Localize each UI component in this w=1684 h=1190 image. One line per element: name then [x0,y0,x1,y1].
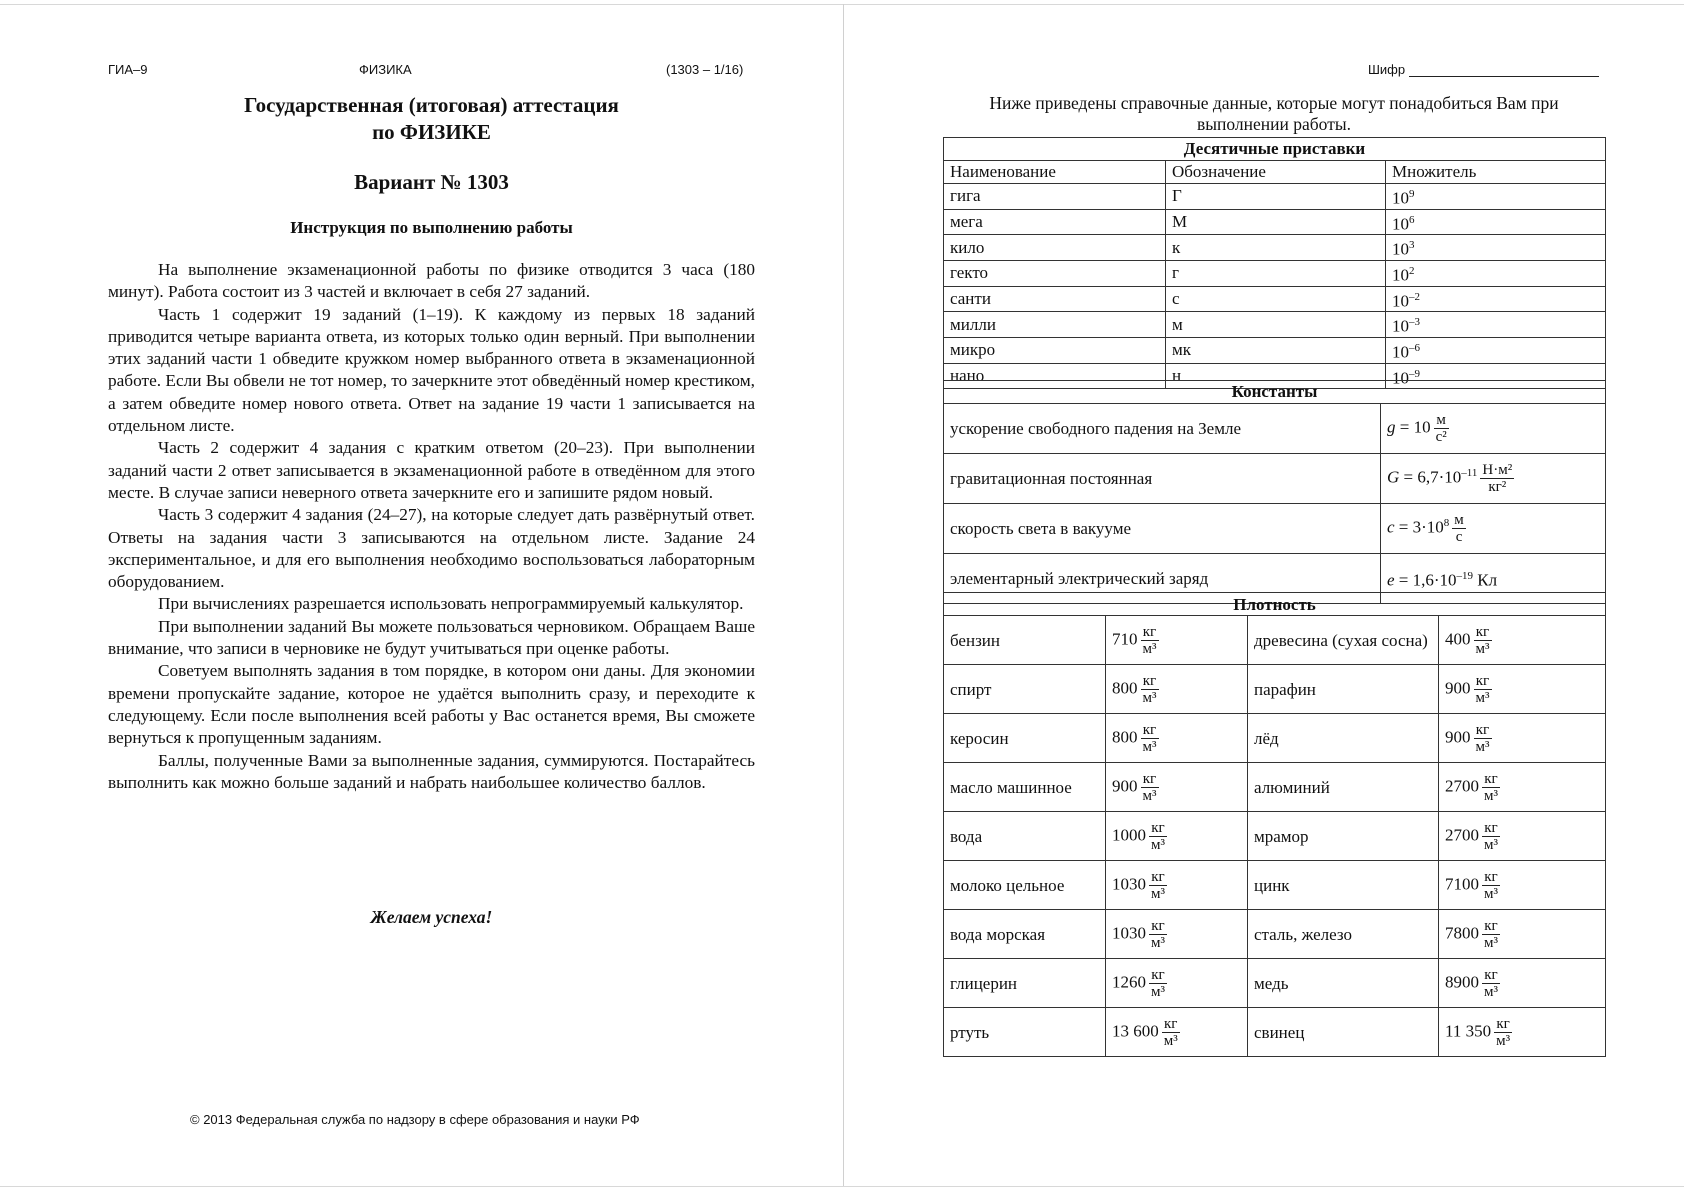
prefix-symbol: м [1166,312,1386,338]
density-value [1439,861,1606,910]
prefix-multiplier [1386,260,1606,286]
density-number: 710 [1112,628,1138,648]
instructions-body [108,259,755,794]
unit-numerator: кг [1482,820,1500,837]
bottom-border [0,1186,1684,1187]
density-row [944,861,1606,910]
unit-denominator: м³ [1151,934,1165,951]
density-number: 2700 [1445,775,1479,795]
substance-name: ртуть [944,1008,1106,1057]
density-row [944,812,1606,861]
unit-fraction [1482,869,1500,902]
constant-number: = 1,6·10 [1394,570,1457,590]
density-number: 800 [1112,677,1138,697]
unit-numerator: кг [1474,673,1492,690]
unit-denominator: м³ [1142,738,1157,755]
prefix-symbol: Г [1166,184,1386,210]
unit-numerator: кг [1162,1016,1180,1033]
prefix-row [944,337,1606,363]
prefix-symbol: г [1166,260,1386,286]
density-number: 900 [1445,677,1471,697]
prefix-name: мега [944,209,1166,235]
page-title [108,92,755,146]
prefix-multiplier [1386,337,1606,363]
density-value [1106,861,1248,910]
unit-fraction [1149,967,1167,1000]
substance-name: алюминий [1248,763,1439,812]
prefix-name: гекто [944,260,1166,286]
substance-name: вода [944,812,1106,861]
prefixes-table [943,137,1606,389]
density-number: 1030 [1112,922,1146,942]
density-value [1106,616,1248,665]
density-value [1439,1008,1606,1057]
unit-denominator: м³ [1484,983,1498,1000]
unit-numerator: кг [1482,771,1500,788]
constant-exponent: –19 [1456,570,1474,583]
prefix-multiplier [1386,184,1606,210]
density-row [944,959,1606,1008]
copyright-footer: © 2013 Федеральная служба по надзору в сфере образования и науки РФ [190,1112,640,1127]
density-title: Плотность [944,593,1606,616]
constant-row [944,404,1606,454]
substance-name: спирт [944,665,1106,714]
density-number: 1030 [1112,873,1146,893]
substance-name: древесина (сухая сосна) [1248,616,1439,665]
density-value [1439,812,1606,861]
unit-denominator: м³ [1475,738,1490,755]
paragraph: При выполнении заданий Вы можете пользоваться черновиком. Обращаем Ваше внимание, что записи в черновике не будут учитываться при оценке работы. [108,616,755,659]
unit-fraction [1149,869,1167,902]
cipher-label: Шифр [1368,62,1406,77]
paragraph: Советуем выполнять задания в том порядке, в котором они даны. Для экономии времени пропускайте задание, которое не удаётся выполнить сразу, и переходите к следующему. Если после выполнения всей работы у Вас останется время, Вы сможете вернуться к пропущенным заданиям. [108,661,755,748]
header-subject: ФИЗИКА [359,62,412,77]
constant-symbol: g [1387,417,1396,437]
prefix-symbol: М [1166,209,1386,235]
density-number: 13 600 [1112,1020,1159,1040]
multiplier-exponent: –6 [1409,341,1420,354]
unit-numerator: кг [1482,869,1500,886]
density-number: 1260 [1112,971,1146,991]
constant-value [1381,404,1606,454]
substance-name: мрамор [1248,812,1439,861]
unit-numerator: кг [1474,722,1492,739]
unit-numerator: кг [1149,820,1167,837]
substance-name: цинк [1248,861,1439,910]
substance-name: медь [1248,959,1439,1008]
unit-denominator: м³ [1496,1032,1511,1049]
unit-denominator: м³ [1142,640,1157,657]
unit-denominator: м³ [1142,787,1157,804]
prefix-name: кило [944,235,1166,261]
unit-denominator: м³ [1484,836,1498,853]
constant-value [1381,454,1606,504]
constant-name: ускорение свободного падения на Земле [944,404,1381,454]
substance-name: масло машинное [944,763,1106,812]
unit-fraction [1149,820,1167,853]
unit-numerator: кг [1149,967,1167,984]
density-value [1106,714,1248,763]
unit-fraction [1482,771,1500,804]
multiplier-base: 10 [1392,188,1409,208]
unit-fraction [1482,967,1500,1000]
unit-fraction [1482,820,1500,853]
constant-number: = 6,7·10 [1399,467,1462,487]
density-value [1439,665,1606,714]
unit-numerator: кг [1141,771,1159,788]
unit-numerator: кг [1474,624,1492,641]
unit-numerator: м [1434,412,1449,429]
constant-row [944,454,1606,504]
substance-name: сталь, железо [1248,910,1439,959]
density-value [1439,910,1606,959]
prefix-name: санти [944,286,1166,312]
unit-denominator: м³ [1484,934,1498,951]
multiplier-base: 10 [1392,291,1409,311]
constant-exponent: –11 [1461,466,1478,479]
constant-exponent: 8 [1443,516,1450,529]
constant-symbol: e [1387,570,1395,590]
density-number: 1000 [1112,824,1146,844]
constants-table [943,380,1606,604]
prefix-name: нано [944,363,1166,389]
multiplier-base: 10 [1392,342,1409,362]
unit-denominator: м³ [1163,1032,1178,1049]
header-page-number: (1303 – 1/16) [666,62,744,77]
cipher-field [1368,62,1599,77]
density-value [1106,910,1248,959]
substance-name: бензин [944,616,1106,665]
density-value [1106,665,1248,714]
unit-denominator: м³ [1484,885,1498,902]
unit-fraction [1474,673,1492,706]
constant-name: скорость света в вакууме [944,504,1381,554]
title-line-2: по ФИЗИКЕ [372,120,491,144]
unit-fraction [1494,1016,1512,1049]
unit-fraction [1141,624,1159,657]
density-number: 900 [1112,775,1138,795]
density-number: 800 [1112,726,1138,746]
density-value [1106,959,1248,1008]
column-header: Наименование [944,161,1166,184]
substance-name: молоко цельное [944,861,1106,910]
density-value [1439,714,1606,763]
substance-name: вода морская [944,910,1106,959]
constant-symbol: c [1387,517,1395,537]
density-row [944,714,1606,763]
constant-unit: Кл [1473,570,1498,590]
substance-name: керосин [944,714,1106,763]
cipher-blank-line [1409,63,1599,77]
reference-intro: Ниже приведены справочные данные, которые могут понадобиться Вам при выполнении работы. [989,93,1559,134]
unit-fraction [1434,412,1449,445]
density-value [1106,763,1248,812]
title-line-1: Государственная (итоговая) аттестация [244,93,619,117]
prefix-multiplier [1386,286,1606,312]
constant-name: гравитационная постоянная [944,454,1381,504]
unit-denominator: м³ [1151,836,1165,853]
unit-numerator: кг [1141,722,1159,739]
unit-fraction [1149,918,1167,951]
prefix-name: микро [944,337,1166,363]
constant-row [944,504,1606,554]
unit-numerator: кг [1482,967,1500,984]
unit-denominator: м³ [1484,787,1498,804]
unit-fraction [1162,1016,1180,1049]
unit-fraction [1482,918,1500,951]
prefix-row [944,286,1606,312]
multiplier-exponent: 6 [1409,213,1415,226]
unit-denominator: м³ [1142,689,1157,706]
prefix-name: милли [944,312,1166,338]
density-row [944,910,1606,959]
density-number: 900 [1445,726,1471,746]
constant-number: = 3·10 [1394,517,1444,537]
density-value [1106,812,1248,861]
density-row [944,665,1606,714]
unit-denominator: м³ [1475,640,1490,657]
unit-numerator: кг [1141,673,1159,690]
prefix-symbol: с [1166,286,1386,312]
prefix-row [944,312,1606,338]
unit-denominator: м³ [1475,689,1490,706]
density-value [1106,1008,1248,1057]
unit-numerator: кг [1149,918,1167,935]
constants-title: Константы [944,381,1606,404]
unit-fraction [1452,512,1466,545]
density-row [944,1008,1606,1057]
constant-value [1381,504,1606,554]
density-number: 7800 [1445,922,1479,942]
prefix-multiplier [1386,209,1606,235]
multiplier-base: 10 [1392,214,1409,234]
paragraph: Баллы, полученные Вами за выполненные задания, суммируются. Постарайтесь выполнить как можно больше заданий и набрать наибольшее количество баллов. [108,750,755,792]
unit-fraction [1141,771,1159,804]
density-value [1439,763,1606,812]
unit-denominator: м³ [1151,885,1165,902]
paragraph: Часть 1 содержит 19 заданий (1–19). К каждому из первых 18 заданий приводится четыре варианта ответа, из которых только один верный. При выполнении этих заданий части 1 обведите кружком номер выбранного ответа в экзаменационной работе. Если Вы обвели не тот номер, то зачеркните этот обведённый номер крестиком, а затем обведите номер нового ответа. Ответ на задание 19 части 1 записывается на отдельном листе. [108,304,755,436]
unit-numerator: кг [1494,1016,1512,1033]
prefix-symbol: н [1166,363,1386,389]
prefix-row [944,235,1606,261]
unit-numerator: м [1454,512,1464,528]
density-number: 8900 [1445,971,1479,991]
density-row [944,763,1606,812]
density-value [1439,959,1606,1008]
header-exam: ГИА–9 [108,62,148,77]
unit-numerator: кг [1141,624,1159,641]
density-value [1439,616,1606,665]
good-luck-text: Желаем успеха! [370,907,493,927]
unit-denominator: м³ [1151,983,1165,1000]
unit-numerator: Н·м² [1482,462,1513,478]
paragraph: Часть 3 содержит 4 задания (24–27), на которые следует дать развёрнутый ответ. Ответы на задания части 3 записываются на отдельном листе. Задание 24 экспериментальное, и для его выполнения необходимо воспользоваться лабораторным оборудованием. [108,505,755,592]
constant-number: = 10 [1395,417,1431,437]
prefix-row [944,209,1606,235]
substance-name: лёд [1248,714,1439,763]
multiplier-exponent: 3 [1409,239,1415,252]
column-header: Множитель [1386,161,1606,184]
multiplier-exponent: –9 [1409,367,1420,380]
multiplier-exponent: 2 [1409,264,1415,277]
variant-heading: Вариант № 1303 [354,170,509,194]
constant-symbol: G [1387,467,1400,487]
page-divider [843,4,844,1186]
prefix-symbol: к [1166,235,1386,261]
multiplier-exponent: –2 [1409,290,1420,303]
density-number: 400 [1445,628,1471,648]
unit-numerator: кг [1482,918,1500,935]
density-number: 2700 [1445,824,1479,844]
multiplier-base: 10 [1392,316,1409,336]
column-header: Обозначение [1166,161,1386,184]
prefix-name: гига [944,184,1166,210]
unit-numerator: кг [1149,869,1167,886]
prefix-multiplier [1386,235,1606,261]
multiplier-base: 10 [1392,265,1409,285]
prefix-row [944,184,1606,210]
unit-denominator: с² [1435,429,1447,445]
unit-denominator: кг² [1488,479,1507,495]
instructions-heading: Инструкция по выполнению работы [290,218,573,237]
density-row [944,616,1606,665]
substance-name: свинец [1248,1008,1439,1057]
constant-name: элементарный электрический заряд [944,554,1381,604]
unit-fraction [1141,673,1159,706]
paragraph: Часть 2 содержит 4 задания с кратким ответом (20–23). При выполнении заданий части 2 ответ записывается в экзаменационной работе в отведённом для этого месте. В случае записи неверного ответа зачеркните его и запишите рядом новый. [108,438,755,502]
density-number: 11 350 [1445,1020,1492,1040]
prefixes-title: Десятичные приставки [944,138,1606,161]
top-border [0,4,1684,5]
multiplier-base: 10 [1392,368,1409,388]
substance-name: парафин [1248,665,1439,714]
prefix-multiplier [1386,312,1606,338]
multiplier-exponent: 9 [1409,188,1415,200]
unit-fraction [1480,462,1514,495]
prefix-symbol: мк [1166,337,1386,363]
multiplier-exponent: –3 [1409,316,1420,329]
unit-denominator: с [1455,529,1463,545]
multiplier-base: 10 [1392,239,1409,259]
unit-fraction [1474,624,1492,657]
substance-name: глицерин [944,959,1106,1008]
paragraph: При вычислениях разрешается использовать непрограммируемый калькулятор. [158,594,744,614]
paragraph: На выполнение экзаменационной работы по физике отводится 3 часа (180 минут). Работа состоит из 3 частей и включает в себя 27 заданий. [108,260,755,302]
unit-fraction [1141,722,1159,755]
density-number: 7100 [1445,873,1479,893]
unit-fraction [1474,722,1492,755]
density-table [943,592,1606,1057]
prefix-row [944,260,1606,286]
